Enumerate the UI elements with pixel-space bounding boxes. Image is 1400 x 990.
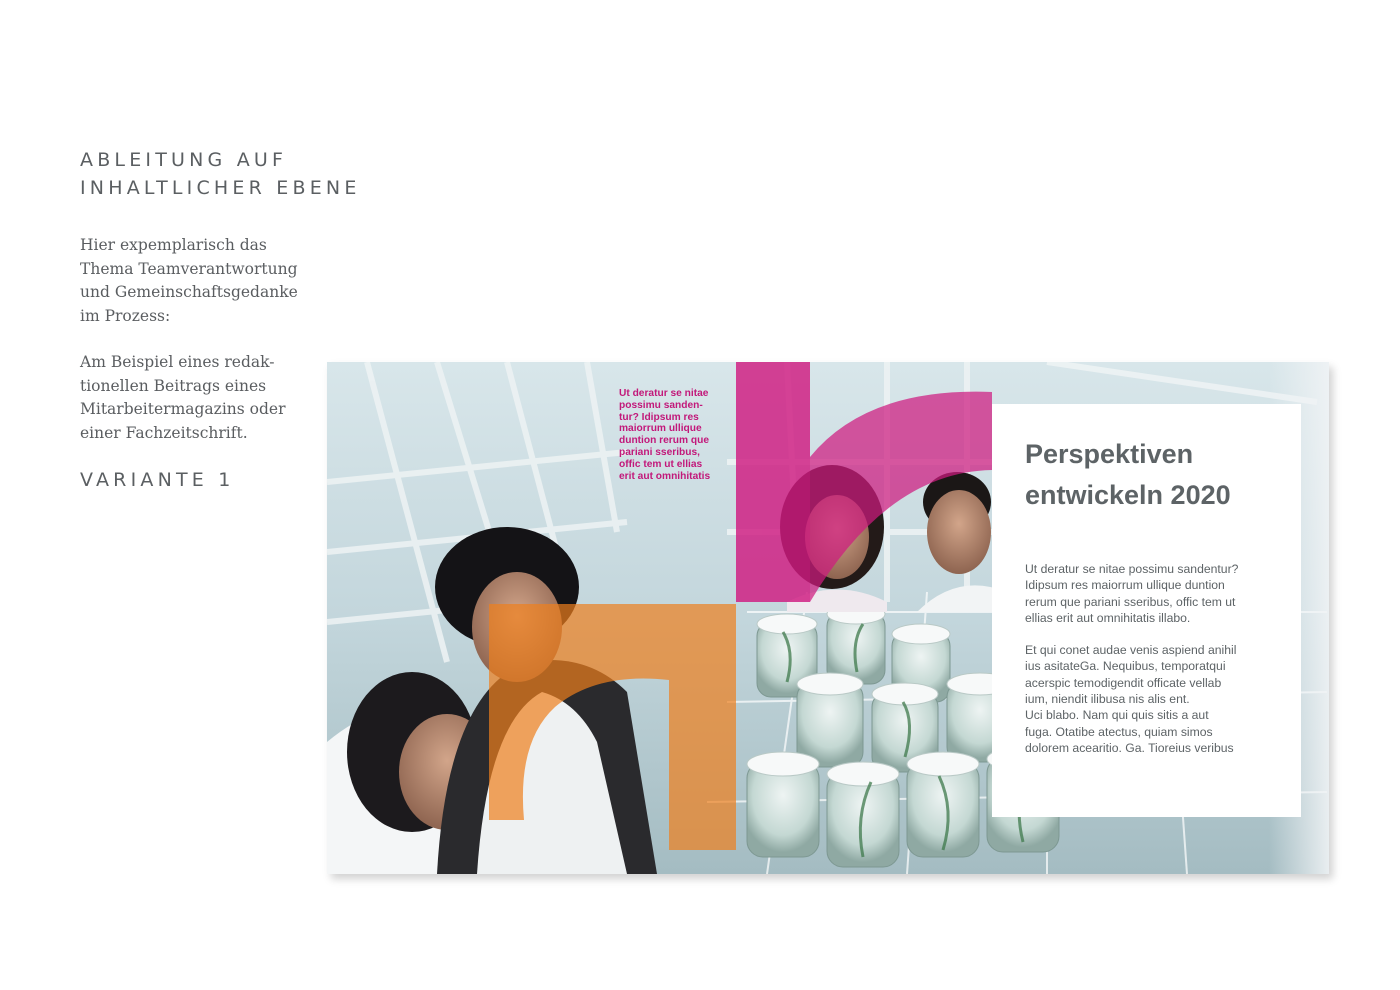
- text-line: einer Fachzeitschrift.: [80, 423, 248, 442]
- article-title: [1025, 434, 1285, 516]
- text-line: fuga. Otatibe atectus, quiam simos: [1025, 724, 1213, 739]
- quote-line: tur? Idipsum res: [619, 411, 699, 423]
- text-line: Hier expemplarisch das: [80, 236, 267, 254]
- text-line: Uci blabo. Nam qui quis sitis a aut: [1025, 708, 1209, 723]
- title-line: entwickeln 2020: [1025, 480, 1231, 510]
- section-heading: [80, 146, 400, 202]
- text-line: Thema Teamverantwortung: [80, 259, 298, 278]
- quote-line: possimu sanden-: [619, 399, 703, 411]
- quote-line: maiorrum ullique: [619, 423, 702, 435]
- text-line: Et qui conet audae venis aspiend anihil: [1025, 643, 1237, 658]
- quote-line: erit aut omnihitatis: [619, 470, 711, 482]
- article-body: [1025, 561, 1270, 756]
- text-line: dolorem acearitio. Ga. Tioreius veribus: [1025, 740, 1234, 755]
- magazine-spread: [327, 362, 1329, 874]
- quote-line: pariani sseribus,: [619, 446, 700, 458]
- text-line: acerspic temodigendit officate vellab: [1025, 675, 1222, 690]
- article-card: [992, 404, 1301, 817]
- intro-paragraph-1: [80, 234, 400, 328]
- text-line: und Gemeinschaftsgedanke: [80, 283, 298, 301]
- heading-line-1: ABLEITUNG AUF: [80, 149, 288, 171]
- text-line: ius asitateGa. Nequibus, temporatqui: [1025, 659, 1226, 674]
- title-line: Perspektiven: [1025, 439, 1194, 469]
- text-line: tionellen Beitrags eines: [80, 376, 267, 395]
- text-line: Am Beispiel eines redak-: [80, 353, 275, 371]
- quote-line: Ut deratur se nitae: [619, 388, 709, 399]
- text-line: rerum que pariani sseribus, offic tem ut: [1025, 594, 1236, 609]
- text-line: ellias erit aut omnihitatis illabo.: [1025, 610, 1191, 625]
- text-line: ium, niendit ilibusa nis alis ent.: [1025, 692, 1190, 707]
- text-line: Mitarbeitermagazins oder: [80, 400, 286, 418]
- quote-line: duntion rerum que: [619, 435, 709, 447]
- article-paragraph-1: [1025, 561, 1270, 626]
- text-line: Idipsum res maiorrum ullique duntion: [1025, 578, 1225, 593]
- text-line: im Prozess:: [80, 306, 171, 325]
- variant-label: VARIANTE 1: [80, 469, 235, 491]
- heading-line-2: INHALTLICHER EBENE: [80, 177, 361, 199]
- article-paragraph-2: [1025, 642, 1270, 756]
- quote-line: offic tem ut ellias: [619, 458, 703, 470]
- overlay-quote: [619, 388, 731, 482]
- text-line: Ut deratur se nitae possimu sandentur?: [1025, 562, 1239, 576]
